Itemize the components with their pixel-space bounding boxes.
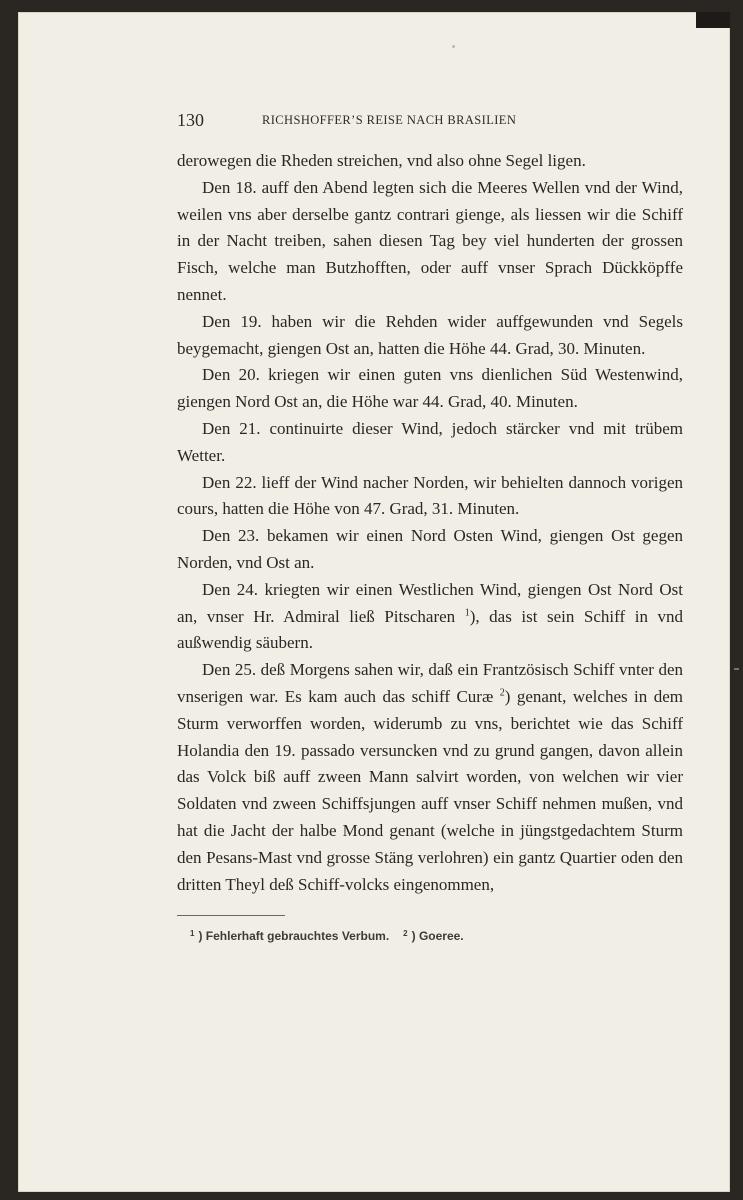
- paragraph-day-25-text: Den 25. deß Morgens sahen wir, daß ein Frantzösisch Schiff vnter den vnserigen war. Es kam auch das schiff Curæ: [177, 660, 683, 706]
- paragraph-day-21: Den 21. continuirte dieser Wind, jedoch stärcker vnd mit trübem Wetter.: [177, 418, 683, 465]
- footnote-2-marker: 2: [403, 929, 408, 938]
- footnote-reference-1: 1: [464, 606, 470, 618]
- footnote-2: [403, 929, 463, 943]
- footnote-reference-2: 2: [499, 687, 505, 699]
- paragraph-day-19: Den 19. haben wir die Rehden wider auffgewunden vnd Segels beygemacht, giengen Ost an, hatten die Höhe 44. Grad, 30. Minuten.: [177, 311, 683, 358]
- paragraph-day-22: Den 22. lieff der Wind nacher Norden, wir behielten dannoch vorigen cours, hatten die Höhe von 47. Grad, 31. Minuten.: [177, 472, 683, 519]
- footnote-1-marker: 1: [190, 929, 195, 938]
- footnote-2-text: ) Goeree.: [411, 929, 464, 943]
- footnote-1-text: ) Fehlerhaft gebrauchtes Verbum.: [198, 929, 390, 943]
- main-text: [177, 148, 683, 898]
- paragraph-day-24-text: Den 24. kriegten wir einen Westlichen Wind, giengen Ost Nord Ost an, vnser Hr. Admiral ließ Pitscharen: [177, 579, 683, 626]
- paragraph-continuation: derowegen die Rheden streichen, vnd also ohne Segel ligen.: [177, 151, 586, 170]
- page-number: 130: [177, 110, 204, 130]
- paragraph-day-25: [177, 657, 683, 898]
- page-corner-shadow: [696, 12, 730, 28]
- paragraph-day-23: Den 23. bekamen wir einen Nord Osten Wind, giengen Ost gegen Norden, vnd Ost an.: [177, 526, 683, 572]
- paragraph-day-24: [177, 577, 683, 657]
- footnote-1: [190, 929, 389, 943]
- footnotes: [190, 929, 464, 943]
- paper-speck: [452, 45, 455, 48]
- footnote-separator: [177, 915, 285, 916]
- running-title: RICHSHOFFER’S REISE NACH BRASILIEN: [262, 113, 517, 127]
- paragraph-day-18: Den 18. auff den Abend legten sich die Meeres Wellen vnd der Wind, weilen vns aber derselbe gantz contrari gienge, als liessen wir die Schiff in der Nacht treiben, sahen diesen Tag bey viel hunderten der grossen Fisch, welche man Butzhofften, oder auff vnser Sprach Dückköpffe nennet.: [177, 177, 683, 304]
- paragraph-day-24-continuation: ), das ist sein Schiff in vnd außwendig säubern.: [177, 606, 683, 653]
- paragraph-day-25-continuation: ) genant, welches in dem Sturm verworffen worden, widerumb zu vns, berichtet wie das Schiff Holandia den 19. passado versuncken vnd zu grund gangen, davon allein das Volck biß auff zween Mann salvirt worden, von welchen wir vier Soldaten vnd zween Schiffsjungen auff vnser Schiff nehmen mußen, vnd hat die Jacht der halbe Mond genant (welche in jüngstgedachtem Sturm den Pesans-Mast vnd grosse Stäng verlohren) ein gantz Quartier oden den dritten Theyl deß Schiff-volcks eingenommen,: [177, 686, 683, 894]
- margin-mark: [734, 668, 739, 670]
- paragraph-day-20: Den 20. kriegen wir einen guten vns dienlichen Süd Westenwind, giengen Nord Ost an, die Höhe war 44. Grad, 40. Minuten.: [177, 365, 683, 412]
- running-header: [177, 108, 683, 132]
